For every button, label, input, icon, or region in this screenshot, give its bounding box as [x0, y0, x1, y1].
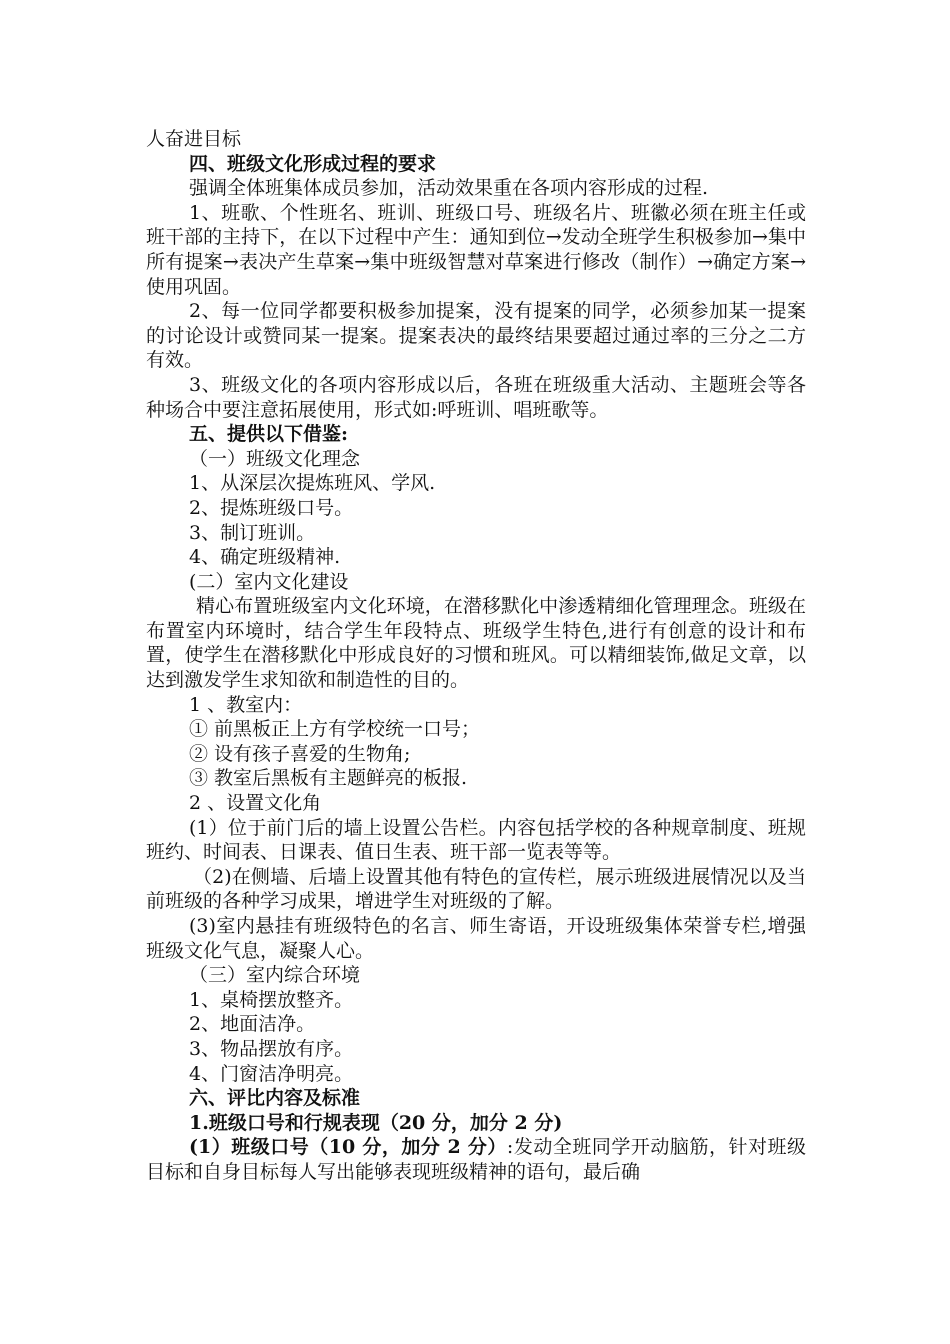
section-heading: 四、班级文化形成过程的要求 — [189, 152, 437, 175]
list-item: ① 前黑板正上方有学校统一口号； — [189, 718, 481, 741]
subsection-heading: 1.班级口号和行规表现（20 分，加分 2 分) — [189, 1111, 563, 1134]
paragraph: (1）位于前门后的墙上设置公告栏。内容包括学校的各种规章制度、班规班约、时间表、日课表、值日生表、班干部一览表等等。 — [146, 816, 806, 864]
document-body — [146, 127, 806, 1185]
subsection-heading: （三）室内综合环境 — [189, 964, 361, 987]
list-item: 4、确定班级精神. — [189, 546, 341, 569]
paragraph: （2)在侧墙、后墙上设置其他有特色的宣传栏，展示班级进展情况以及当前班级的各种学习成果，增进学生对班级的了解。 — [146, 865, 806, 913]
paragraph: 2、每一位同学都要积极参加提案，没有提案的同学，必须参加某一提案的讨论设计或赞同某一提案。提案表决的最终结果要超过通过率的三分之二方有效。 — [146, 300, 806, 372]
list-item: 2、地面洁净。 — [189, 1013, 316, 1036]
list-item: 3、制订班训。 — [189, 521, 316, 544]
paragraph-text: :发动全班同学开动脑筋，针对班级目标和自身目标每人写出能够表现班级精神的语句，最后确 — [146, 1136, 807, 1183]
list-item: 1、从深层次提炼班风、学风. — [189, 472, 436, 495]
paragraph: (3)室内悬挂有班级特色的名言、师生寄语，开设班级集体荣誉专栏,增强班级文化气息，凝聚人心。 — [146, 915, 806, 962]
list-item: ③ 教室后黑板有主题鲜亮的板报. — [189, 767, 468, 790]
paragraph — [146, 1135, 806, 1184]
subsection-heading: （一）班级文化理念 — [189, 447, 361, 470]
paragraph: 精心布置班级室内文化环境，在潜移默化中渗透精细化管理理念。班级在布置室内环境时，结合学生年段特点、班级学生特色,进行有创意的设计和布置，使学生在潜移默化中形成良好的习惯和班风。可以精细装饰,做足文章，以达到激发学生求知欲和制造性的目的。 — [146, 595, 806, 692]
list-item: 2 、设置文化角 — [189, 792, 322, 815]
list-item: 3、物品摆放有序。 — [189, 1037, 354, 1060]
list-item: 1 、教室内： — [189, 693, 303, 716]
paragraph: 1、班歌、个性班名、班训、班级口号、班级名片、班徽必须在班主任或班干部的主持下，在以下过程中产生：通知到位→发动全班学生积极参加→集中所有提案→表决产生草案→集中班级智慧对草案进行修改（制作）→确定方案→使用巩固。 — [146, 201, 806, 298]
paragraph: 强调全体班集体成员参加，活动效果重在各项内容形成的过程. — [189, 177, 709, 200]
subsection-heading: (二）室内文化建设 — [189, 570, 349, 593]
list-item: 2、提炼班级口号。 — [189, 496, 354, 519]
section-heading: 五、提供以下借鉴: — [189, 423, 349, 446]
bold-lead: (1）班级口号（10 分，加分 2 分） — [189, 1136, 507, 1159]
section-heading: 六、评比内容及标准 — [189, 1087, 361, 1110]
list-item: 4、门窗洁净明亮。 — [189, 1062, 354, 1085]
paragraph: 3、班级文化的各项内容形成以后，各班在班级重大活动、主题班会等各种场合中要注意拓展使用，形式如:呼班训、唱班歌等。 — [146, 373, 806, 421]
list-item: 1、桌椅摆放整齐。 — [189, 988, 354, 1011]
list-item: ② 设有孩子喜爱的生物角; — [189, 742, 411, 765]
text-line: 人奋进目标 — [146, 128, 242, 150]
